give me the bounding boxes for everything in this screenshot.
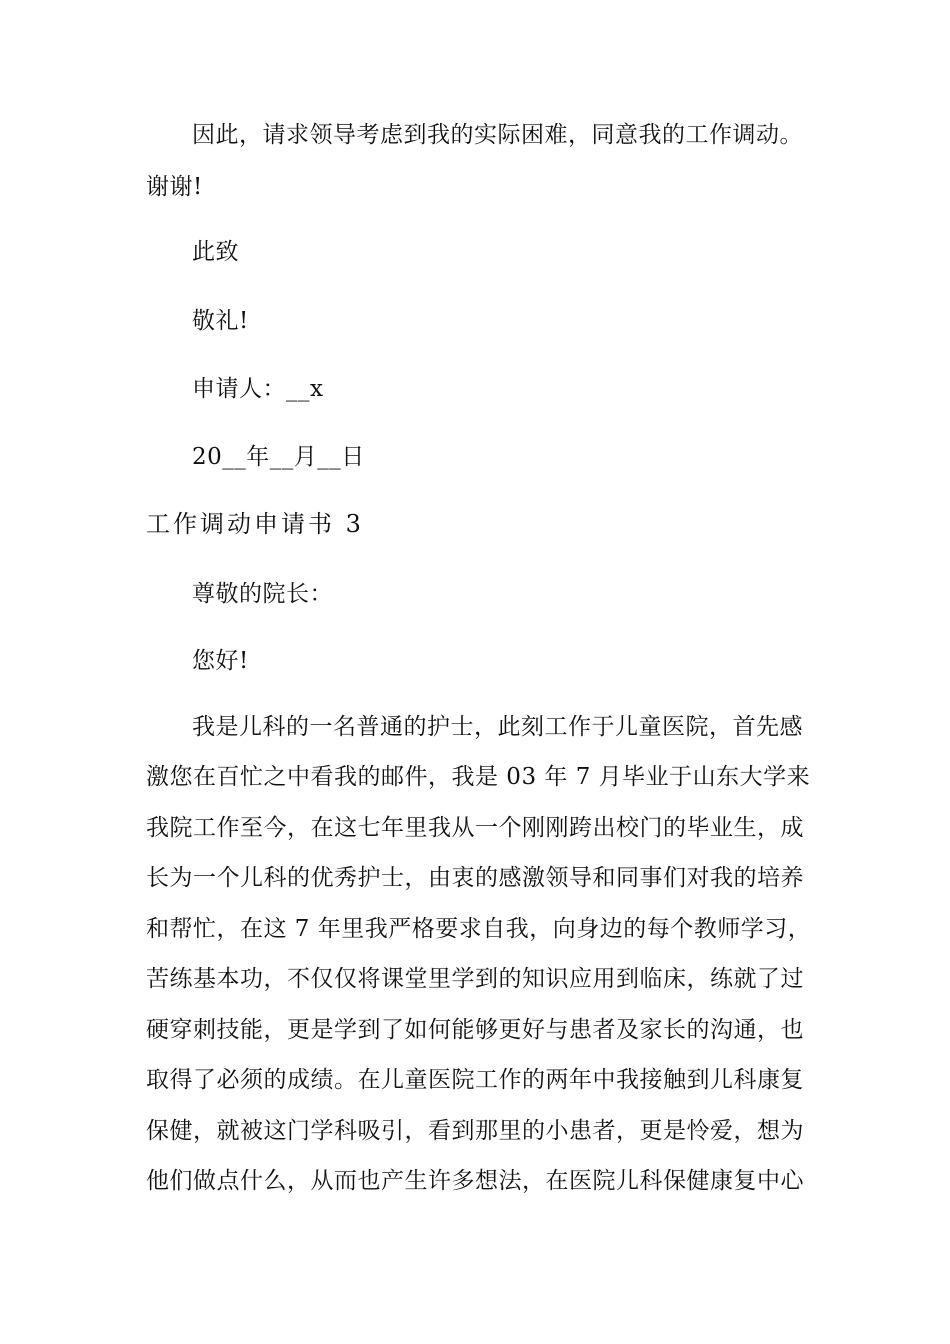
body-line: 保健，就被这门学科吸引，看到那里的小患者，更是怜爱，想为 — [146, 1118, 804, 1144]
body-line: 他们做点什么，从而也产生许多想法，在医院儿科保健康复中心 — [146, 1168, 804, 1194]
salutation-close: 此致 — [192, 239, 239, 265]
body-line: 苦练基本功，不仅仅将课堂里学到的知识应用到临床，练就了过 — [146, 966, 804, 992]
body-line: 激您在百忙之中看我的邮件，我是 03 年 7 月毕业于山东大学来 — [146, 764, 811, 790]
closing-request-line-2: 谢谢! — [146, 174, 203, 200]
section-title: 工作调动申请书 3 — [146, 510, 364, 538]
addressee: 尊敬的院长： — [192, 581, 333, 607]
body-line: 硬穿刺技能，更是学到了如何能够更好与患者及家长的沟通，也 — [146, 1017, 804, 1043]
closing-request-line-1: 因此，请求领导考虑到我的实际困难，同意我的工作调动。 — [192, 122, 803, 148]
applicant-line: 申请人：__x — [192, 376, 324, 402]
body-line: 和帮忙，在这 7 年里我严格要求自我，向身边的每个教师学习， — [146, 916, 812, 942]
greeting: 您好! — [192, 648, 249, 674]
date-line: 20__年__月__日 — [192, 444, 365, 470]
regards: 敬礼! — [192, 308, 249, 334]
body-line: 我是儿科的一名普通的护士，此刻工作于儿童医院，首先感 — [192, 714, 803, 740]
body-line: 长为一个儿科的优秀护士，由衷的感激领导和同事们对我的培养 — [146, 865, 804, 891]
body-line: 我院工作至今，在这七年里我从一个刚刚跨出校门的毕业生，成 — [146, 815, 804, 841]
body-line: 取得了必须的成绩。在儿童医院工作的两年中我接触到儿科康复 — [146, 1067, 804, 1093]
